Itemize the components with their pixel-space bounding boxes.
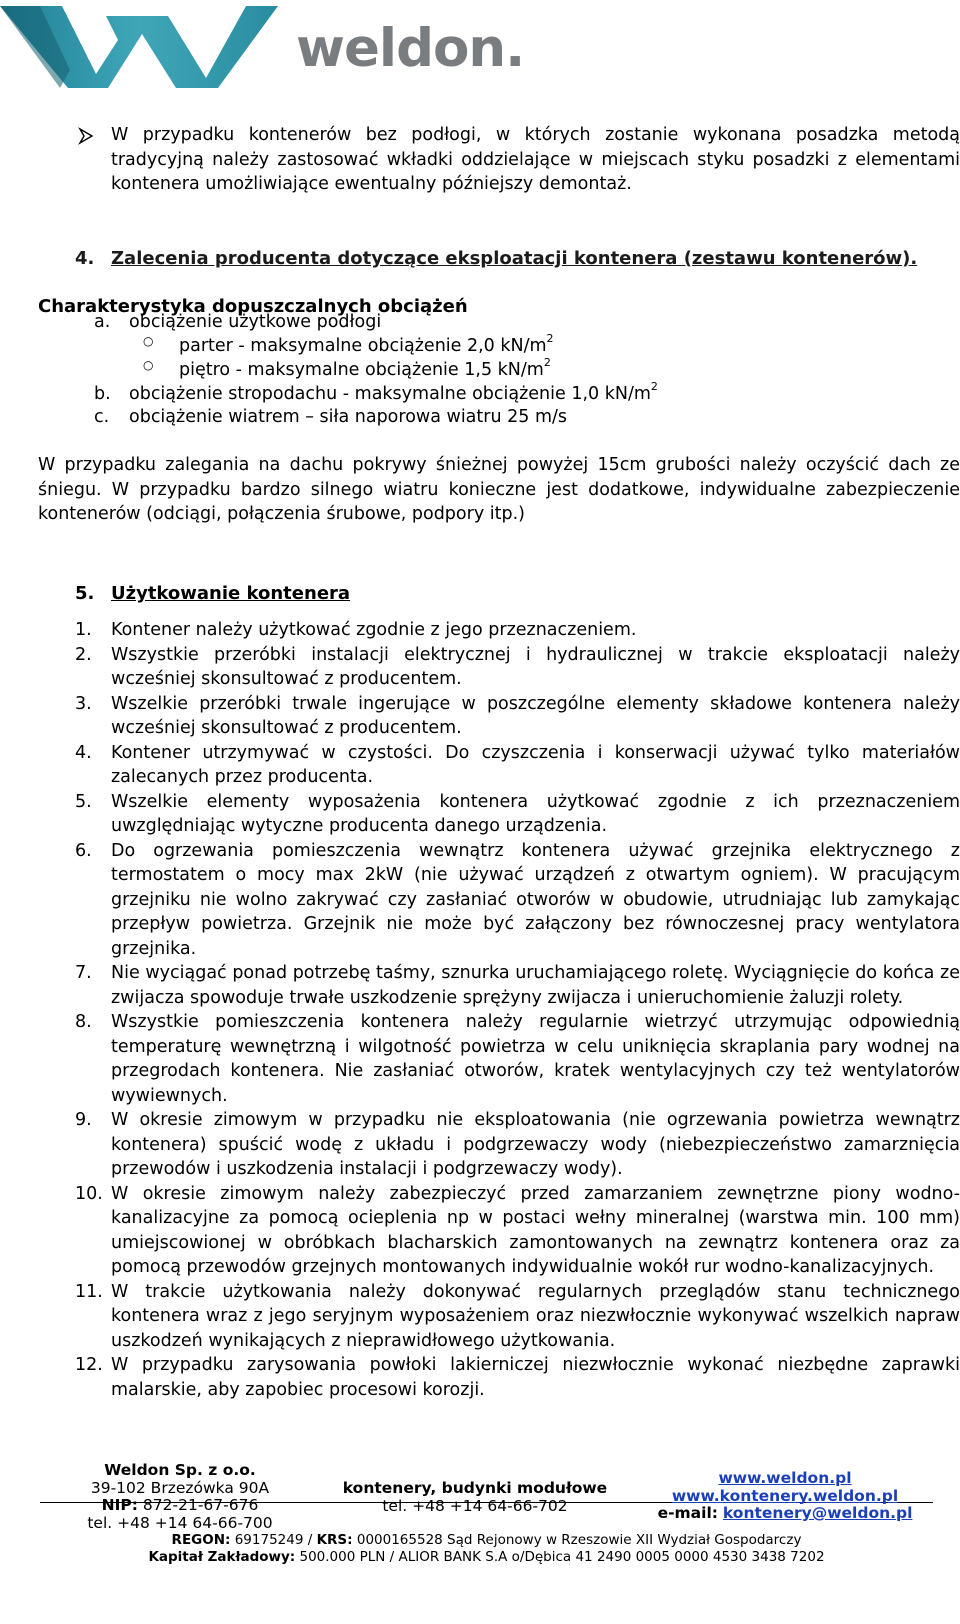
capital-label: Kapitał Zakładowy: [148, 1548, 296, 1565]
footer-nip [60, 1497, 300, 1515]
section-5-heading [75, 583, 350, 604]
list-item [0, 1182, 960, 1280]
list-number: 3. [75, 693, 92, 714]
load-a1-sup: 2 [546, 332, 554, 345]
loads-heading: Charakterystyka dopuszczalnych obciążeń [38, 296, 468, 317]
krs-label: KRS: [316, 1532, 353, 1548]
list-number: 10. [75, 1183, 103, 1204]
footer-left [60, 1462, 300, 1532]
list-text: W trakcie użytkowania należy dokonywać regularnych przeglądów stanu technicznego kontenera wraz z jego seryjnym wyposażeniem oraz niezwłocznie wykonywać wszelkich napraw uszkodzeń wynikających z nieprawidłowego użytkowania. [111, 1281, 960, 1351]
list-item [0, 790, 960, 839]
footer-right [640, 1470, 930, 1523]
weldon-logo [0, 0, 525, 100]
load-a2 [179, 358, 551, 382]
footer-tel-left: tel. +48 +14 64-66-700 [87, 1513, 273, 1532]
section-5-title: Użytkowanie kontenera [111, 583, 351, 604]
list-text: Kontener należy użytkować zgodnie z jego przeznaczeniem. [111, 620, 637, 640]
footer-nip-value: 872-21-67-676 [142, 1496, 259, 1514]
list-item [0, 1280, 960, 1354]
website-link[interactable]: www.weldon.pl [718, 1469, 852, 1487]
list-number: 1. [75, 620, 92, 640]
list-item [0, 618, 960, 643]
footer-middle [330, 1480, 620, 1515]
footer-tel-mid: tel. +48 +14 64-66-702 [382, 1496, 568, 1515]
usage-list [0, 618, 960, 1402]
logo-w-mark [0, 0, 300, 92]
regon-value: 69175249 [234, 1532, 304, 1548]
list-text: Nie wyciągać ponad potrzebę taśmy, sznurka uruchamiającego roletę. Wyciągnięcie do końca ze zwijacza spowoduje trwałe uszkodzenie sprężyny zwijacza i unieruchomienie żaluzji rolety. [111, 963, 960, 1008]
list-item [0, 961, 960, 1010]
footer-registry [40, 1532, 933, 1565]
list-item [0, 1108, 960, 1182]
footer-tagline-text: kontenery, budynki modułowe [342, 1479, 608, 1497]
list-text: Wszelkie elementy wyposażenia kontenera użytkować zgodnie z ich przeznaczeniem uwzględniając wytyczne producenta danego urządzenia. [111, 791, 960, 836]
load-a2-sup: 2 [543, 356, 551, 369]
list-number: 7. [75, 963, 92, 983]
list-item [0, 741, 960, 790]
list-text: W okresie zimowym w przypadku nie eksploatowania (nie ogrzewania powietrza wewnątrz kontenera) spuścić wodę z układu i podgrzewaczy wody (niebezpieczeństwo zamarznięcia przewodów i uszkodzenia instalacji i podgrzewaczy wody). [111, 1110, 960, 1179]
load-a-label: a. [94, 312, 111, 332]
list-text: Wszelkie przeróbki trwale ingerujące w poszczególne elementy składowe kontenera należy wcześniej skonsultować z producentem. [111, 693, 960, 738]
logo-wordmark: weldon. [296, 18, 525, 79]
footer-tagline [330, 1480, 620, 1498]
footer-capital-line [40, 1549, 933, 1566]
list-number: 2. [75, 644, 92, 665]
load-a1 [179, 334, 554, 358]
list-text: W przypadku zarysowania powłoki lakierniczej niezwłocznie wykonać niezbędne zaprawki malarskie, aby zapobiec procesowi korozji. [111, 1355, 960, 1400]
load-a1-text: parter - maksymalne obciążenie 2,0 kN/m [179, 336, 547, 356]
list-number: 6. [75, 840, 92, 861]
load-a2-text: piętro - maksymalne obciążenie 1,5 kN/m [179, 360, 544, 380]
list-item [0, 692, 960, 741]
circle-bullet-icon: ○ [143, 358, 154, 372]
snow-paragraph: W przypadku zalegania na dachu pokrywy śnieżnej powyżej 15cm grubości należy oczyścić dach ze śniegu. W przypadku bardzo silnego wiatru konieczne jest dodatkowe, indywidualne zabezpieczenie kontenerów (odciągi, połączenia śrubowe, podpory itp.) [38, 455, 960, 524]
list-number: 11. [75, 1281, 103, 1302]
list-text: Wszystkie pomieszczenia kontenera należy regularnie wietrzyć utrzymując odpowiednią temperaturę wewnętrzną i wilgotność powietrza w celu uniknięcia skraplania pary wodnej na przegrodach kontenera. Nie zasłaniać otworów, kratek wentylacyjnych czy też wentylatorów wywiewnych. [111, 1012, 960, 1106]
list-number: 8. [75, 1012, 92, 1032]
list-number: 9. [75, 1110, 92, 1130]
regon-label: REGON: [171, 1532, 231, 1548]
load-c-label: c. [94, 407, 110, 427]
section-4-title: Zalecenia producenta dotyczące eksploatacji kontenera (zestawu kontenerów). [111, 248, 918, 269]
section-4-number: 4. [75, 248, 95, 269]
intro-bullet-text: W przypadku kontenerów bez podłogi, w których zostanie wykonana posadzka metodą tradycyjną należy zastosować wkładki oddzielające w miejscach styku posadzki z elementami kontenera umożliwiające ewentualny późniejszy demontaż. [111, 125, 960, 194]
load-c-text: obciążenie wiatrem – siła naporowa wiatru 25 m/s [129, 407, 568, 427]
footer-email-label: e-mail: [657, 1504, 718, 1522]
footer-address: 39-102 Brzezówka 90A [90, 1478, 270, 1497]
list-item [0, 1353, 960, 1402]
load-b [129, 382, 658, 406]
list-item [0, 1010, 960, 1108]
section-5-number: 5. [75, 583, 95, 604]
krs-value: 0000165528 Sąd Rejonowy w Rzeszowie XII Wydział Gospodarczy [356, 1532, 802, 1548]
list-text: Kontener utrzymywać w czystości. Do czyszczenia i konserwacji używać tylko materiałów zalecanych przez producenta. [111, 742, 960, 787]
circle-bullet-icon: ○ [143, 334, 154, 348]
section-4-heading [75, 248, 917, 269]
list-text: Do ogrzewania pomieszczenia wewnątrz kontenera używać grzejnika elektrycznego z termostatem o mocy max 2kW (nie używać urządzeń z otwartym ogniem). W pracującym grzejniku nie wolno zakrywać czy zasłaniać otworów w obudowie, utrudniając lub zamykając przepływ powietrza. Grzejnik nie może być załączony bez równoczesnej pracy wentylatora grzejnika. [111, 840, 960, 959]
footer-nip-label: NIP: [101, 1496, 138, 1514]
list-number: 5. [75, 791, 92, 812]
arrow-bullet-icon [77, 127, 95, 145]
email-link[interactable]: kontenery@weldon.pl [722, 1504, 913, 1522]
list-item [0, 643, 960, 692]
list-text: Wszystkie przeróbki instalacji elektrycznej i hydraulicznej w trakcie eksploatacji należy wcześniej skonsultować z producentem. [111, 644, 960, 689]
load-b-sup: 2 [650, 380, 658, 393]
footer-regon-line: REGON: 69175249 / KRS: 0000165528 Sąd Rejonowy w Rzeszowie XII Wydział Gospodarczy [171, 1532, 802, 1548]
footer-email [640, 1505, 930, 1523]
load-a-text: obciążenie użytkowe podłogi [129, 312, 382, 332]
load-b-label: b. [94, 384, 111, 404]
footer-company-name: Weldon Sp. z o.o. [104, 1461, 256, 1479]
footer-company [60, 1462, 300, 1480]
list-item [0, 839, 960, 962]
list-text: W okresie zimowym należy zabezpieczyć przed zamarzaniem zewnętrzne piony wodno-kanalizacyjne za pomocą ocieplenia np w postaci wełny mineralnej (warstwa min. 100 mm) umiejscowionej w obróbkach blacharskich zamontowanych na zewnątrz kontenera oraz za pomocą przewodów grzejnych montowanych indywidualnie wokół rur wodno-kanalizacyjnych. [111, 1183, 960, 1277]
load-b-text: obciążenie stropodachu - maksymalne obciążenie 1,0 kN/m [129, 384, 651, 404]
list-number: 4. [75, 742, 92, 763]
list-number: 12. [75, 1355, 103, 1375]
kontenery-website-link[interactable]: www.kontenery.weldon.pl [671, 1486, 899, 1505]
capital-value: 500.000 PLN / ALIOR BANK S.A o/Dębica 41 2490 0005 0000 4530 3438 7202 [299, 1548, 825, 1565]
